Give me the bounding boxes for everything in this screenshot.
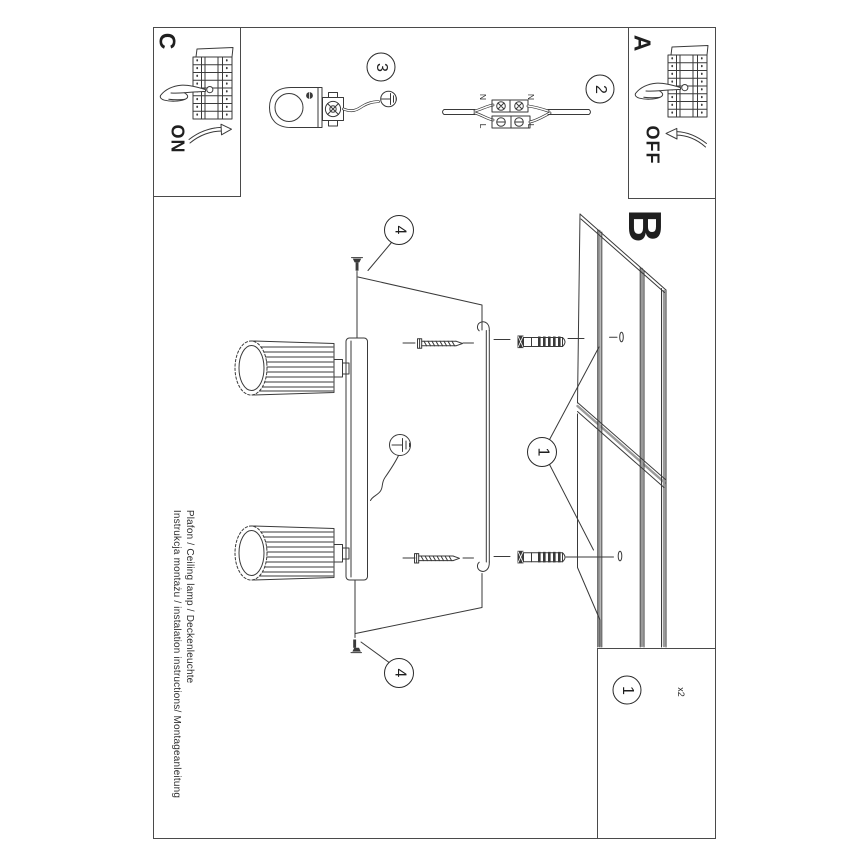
wire-label-n-left: N [478,93,488,101]
switch-off-label: OFF [642,125,663,165]
wire-label-l-left: L [478,123,488,129]
section-b-letter: B [619,209,671,243]
product-name-line: Plafon / Ceiling lamp / Deckenleuchte [184,509,195,684]
switch-on-label: ON [167,124,188,154]
section-a-letter: A [629,34,656,52]
wire-label-n-right: N [526,93,536,101]
callout-step-1: 1 [527,437,557,467]
wire-label-l-right: L [526,123,536,129]
callout-step-4-bottom: 4 [384,658,414,688]
callout-step-4-top: 4 [384,215,414,245]
instructions-line: Instrukcja montażu / instalation instructions/ Montageanleitung [171,509,182,799]
callout-step-2: 2 [586,75,615,104]
section-c-letter: C [154,32,181,50]
callout-parts-item-1: 1 [613,676,642,705]
callout-step-3: 3 [367,53,396,82]
sheet-footer-text [170,510,196,798]
parts-quantity-label: x2 [676,687,686,697]
